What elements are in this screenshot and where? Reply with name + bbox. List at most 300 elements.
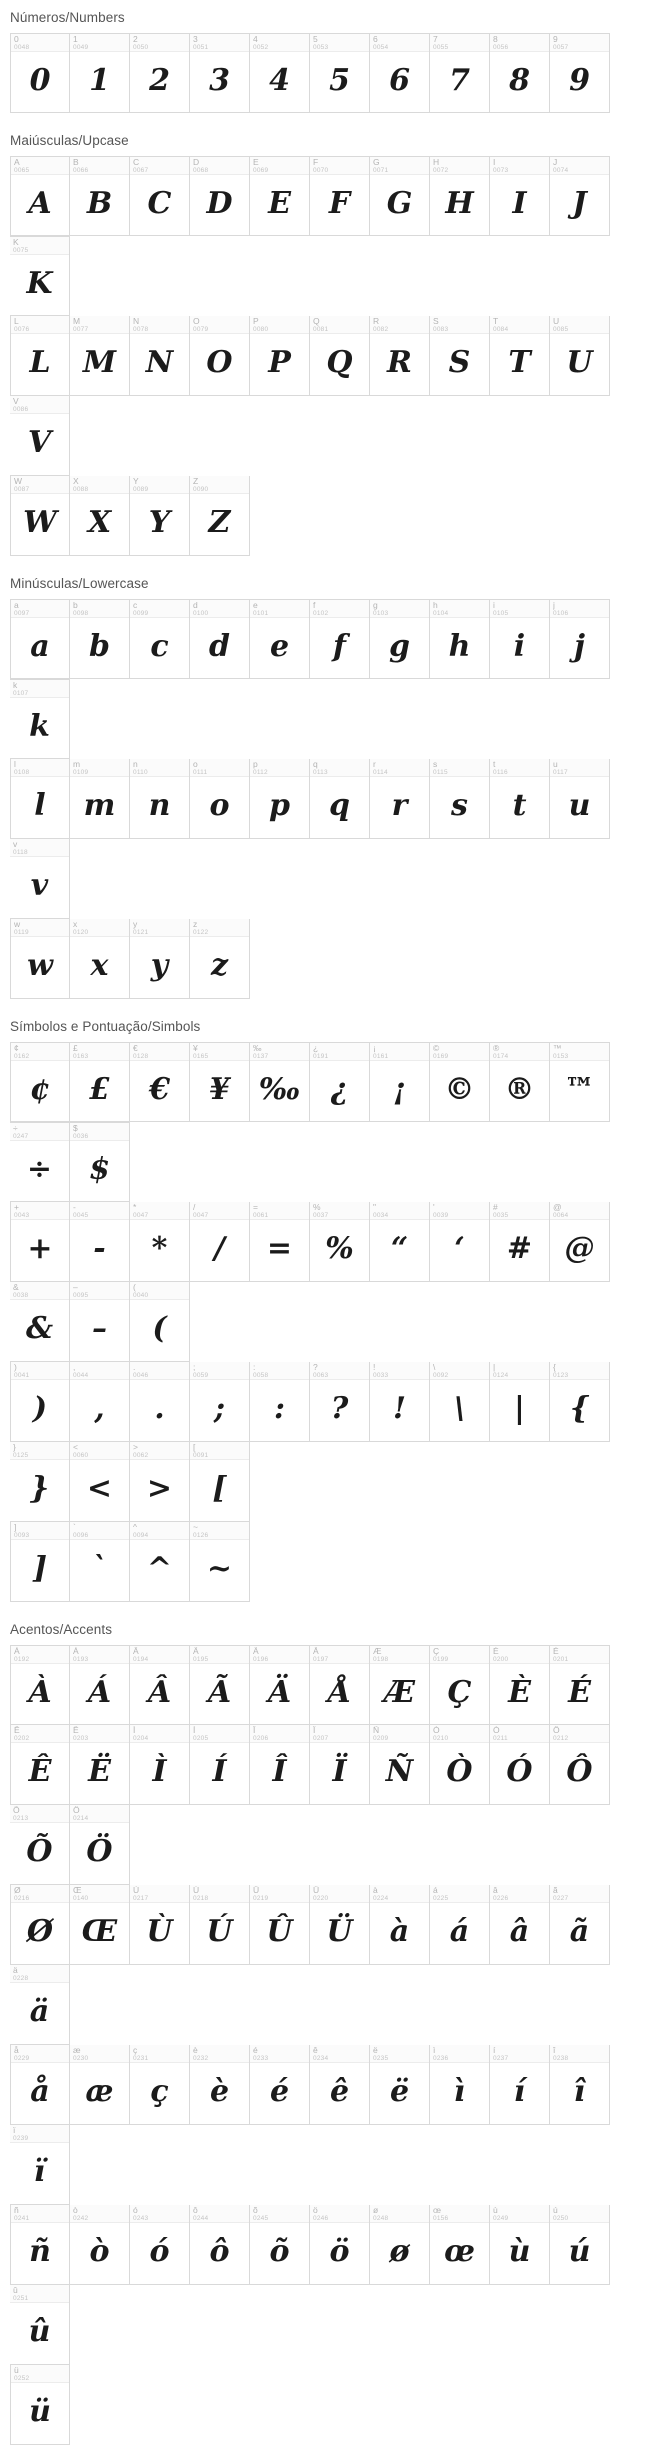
glyph-cell[interactable] — [70, 1042, 130, 1122]
glyph-preview: ù — [508, 2233, 531, 2269]
glyph-cell[interactable] — [70, 1362, 130, 1442]
glyph-cell[interactable] — [250, 1202, 310, 1282]
glyph-preview: u — [568, 787, 591, 823]
glyph-section — [8, 123, 653, 556]
glyph-cell[interactable] — [490, 1725, 550, 1805]
glyph-cell[interactable] — [490, 759, 550, 839]
glyph-preview: T — [508, 344, 531, 380]
glyph-char-code: 0235 — [373, 2055, 389, 2062]
glyph-preview: ™ — [564, 1071, 595, 1107]
glyph-preview: Ë — [88, 1753, 111, 1789]
glyph-char-code: 0076 — [14, 326, 30, 333]
glyph-cell[interactable] — [250, 2045, 310, 2125]
glyph-char-name: [ — [193, 1443, 196, 1452]
glyph-cell[interactable] — [10, 2205, 70, 2285]
glyph-cell[interactable] — [10, 1282, 70, 1362]
glyph-cell[interactable] — [550, 759, 610, 839]
glyph-cell[interactable] — [10, 2125, 70, 2205]
glyph-cell[interactable] — [550, 33, 610, 113]
glyph-cell[interactable] — [10, 1202, 70, 1282]
glyph-cell[interactable] — [190, 1725, 250, 1805]
glyph-cell-header — [70, 1725, 129, 1743]
glyph-cell[interactable] — [10, 759, 70, 839]
glyph-char-code: 0052 — [253, 44, 269, 51]
glyph-cell-header — [190, 2205, 249, 2223]
glyph-cell[interactable] — [10, 1645, 70, 1725]
glyph-preview: $ — [89, 1151, 110, 1187]
glyph-cell[interactable] — [550, 1362, 610, 1442]
glyph-cell[interactable] — [430, 759, 490, 839]
glyph-cell[interactable] — [70, 1442, 130, 1522]
glyph-cell[interactable] — [70, 919, 130, 999]
glyph-cell[interactable] — [190, 1042, 250, 1122]
glyph-cell-header — [11, 759, 69, 777]
glyph-cell[interactable] — [550, 1042, 610, 1122]
glyph-cell[interactable] — [550, 1725, 610, 1805]
glyph-cell-header — [310, 157, 369, 175]
glyph-cell[interactable] — [430, 2045, 490, 2125]
glyph-char-name: æ — [73, 2046, 81, 2055]
glyph-char-code: 0161 — [373, 1053, 389, 1060]
glyph-cell[interactable] — [550, 156, 610, 236]
glyph-preview: G — [386, 185, 413, 221]
glyph-cell[interactable] — [130, 316, 190, 396]
glyph-cell-header — [130, 1522, 189, 1540]
glyph-cell[interactable] — [10, 396, 70, 476]
glyph-preview: ^ — [146, 1550, 173, 1586]
glyph-cell[interactable] — [250, 1885, 310, 1965]
glyph-cell[interactable] — [550, 2205, 610, 2285]
glyph-cell[interactable] — [430, 1645, 490, 1725]
glyph-preview: P — [268, 344, 291, 380]
glyph-char-code: 0069 — [253, 167, 269, 174]
glyph-cell[interactable] — [10, 1522, 70, 1602]
glyph-cell[interactable] — [190, 1442, 250, 1522]
glyph-cell[interactable] — [10, 1442, 70, 1522]
glyph-cell[interactable] — [190, 759, 250, 839]
glyph-cell-header — [430, 157, 489, 175]
glyph-cell[interactable] — [310, 1725, 370, 1805]
glyph-cell[interactable] — [490, 156, 550, 236]
glyph-cell[interactable] — [70, 1885, 130, 1965]
glyph-cell[interactable] — [370, 1042, 430, 1122]
glyph-cell-header — [70, 1442, 129, 1460]
glyph-cell[interactable] — [130, 1522, 190, 1602]
glyph-char-code: 0165 — [193, 1053, 209, 1060]
glyph-cell[interactable] — [250, 1042, 310, 1122]
glyph-char-name: P — [253, 317, 259, 326]
glyph-char-code: 0033 — [373, 1372, 389, 1379]
glyph-cell[interactable] — [130, 1885, 190, 1965]
glyph-char-name: v — [13, 840, 18, 849]
glyph-char-name: 7 — [433, 35, 438, 44]
glyph-char-name: 3 — [193, 35, 198, 44]
glyph-cell-header — [130, 34, 189, 52]
glyph-cell[interactable] — [130, 156, 190, 236]
glyph-preview: ñ — [29, 2233, 51, 2269]
glyph-cell[interactable] — [250, 1645, 310, 1725]
glyph-cell[interactable] — [430, 1202, 490, 1282]
glyph-cell[interactable] — [190, 919, 250, 999]
glyph-cell[interactable] — [490, 1885, 550, 1965]
glyph-cell[interactable] — [310, 599, 370, 679]
glyph-cell[interactable] — [10, 476, 70, 556]
glyph-cell[interactable] — [10, 33, 70, 113]
glyph-preview: ë — [389, 2073, 410, 2109]
glyph-cell[interactable] — [10, 1885, 70, 1965]
glyph-cell[interactable] — [70, 1122, 130, 1202]
glyph-cell[interactable] — [370, 1885, 430, 1965]
glyph-cell[interactable] — [130, 1725, 190, 1805]
glyph-cell-header — [250, 759, 309, 777]
glyph-cell[interactable] — [490, 1042, 550, 1122]
glyph-cell[interactable] — [250, 599, 310, 679]
glyph-cell[interactable] — [70, 1282, 130, 1362]
glyph-char-code: 0102 — [313, 610, 329, 617]
glyph-cell-header — [430, 1202, 489, 1220]
glyph-cell[interactable] — [190, 1522, 250, 1602]
glyph-cell[interactable] — [550, 1645, 610, 1725]
glyph-cell-header — [10, 2125, 69, 2143]
glyph-cell[interactable] — [10, 1725, 70, 1805]
glyph-cell[interactable] — [130, 1202, 190, 1282]
glyph-cell[interactable] — [70, 759, 130, 839]
glyph-cell[interactable] — [190, 33, 250, 113]
glyph-cell[interactable] — [10, 679, 70, 759]
glyph-cell-header — [11, 316, 69, 334]
glyph-cell[interactable] — [430, 1725, 490, 1805]
glyph-cell[interactable] — [550, 1885, 610, 1965]
glyph-cell-header — [310, 2205, 369, 2223]
glyph-cell[interactable] — [490, 2205, 550, 2285]
glyph-char-code: 0218 — [193, 1895, 209, 1902]
glyph-char-code: 0233 — [253, 2055, 269, 2062]
glyph-cell[interactable] — [250, 316, 310, 396]
glyph-cell-header — [130, 1646, 189, 1664]
glyph-char-name: u — [553, 760, 558, 769]
glyph-cell[interactable] — [310, 156, 370, 236]
glyph-preview: ö — [329, 2233, 350, 2269]
glyph-cell-header — [10, 680, 69, 698]
glyph-cell-header — [490, 1043, 549, 1061]
glyph-preview: è — [209, 2073, 230, 2109]
glyph-char-code: 0082 — [373, 326, 389, 333]
glyph-cell[interactable] — [430, 1042, 490, 1122]
glyph-cell-header — [130, 157, 189, 175]
glyph-cell[interactable] — [490, 2045, 550, 2125]
glyph-preview: = — [266, 1230, 293, 1266]
glyph-preview: ! — [392, 1390, 407, 1426]
glyph-char-name: s — [433, 760, 438, 769]
glyph-cell-header — [130, 759, 189, 777]
glyph-preview: Ñ — [385, 1753, 414, 1789]
glyph-cell[interactable] — [430, 33, 490, 113]
glyph-preview: f — [333, 628, 346, 664]
glyph-cell[interactable] — [370, 1725, 430, 1805]
glyph-cell[interactable] — [10, 1965, 70, 2045]
glyph-cell[interactable] — [430, 2205, 490, 2285]
glyph-char-name: ] — [14, 1523, 17, 1532]
glyph-char-code: 0035 — [493, 1212, 509, 1219]
glyph-cell[interactable] — [130, 1645, 190, 1725]
glyph-cell[interactable] — [370, 316, 430, 396]
glyph-cell[interactable] — [10, 156, 70, 236]
glyph-preview: ø — [389, 2233, 410, 2269]
glyph-cell[interactable] — [550, 1202, 610, 1282]
glyph-char-code: 0111 — [193, 769, 208, 776]
glyph-cell[interactable] — [310, 1645, 370, 1725]
glyph-cell[interactable] — [370, 156, 430, 236]
glyph-char-code: 0199 — [433, 1656, 449, 1663]
glyph-cell[interactable] — [70, 476, 130, 556]
glyph-cell[interactable] — [550, 316, 610, 396]
glyph-cell[interactable] — [190, 1885, 250, 1965]
glyph-cell[interactable] — [430, 599, 490, 679]
glyph-cell[interactable] — [370, 1362, 430, 1442]
glyph-cell-header — [11, 919, 69, 937]
glyph-char-name: ã — [553, 1886, 558, 1895]
glyph-cell[interactable] — [130, 1362, 190, 1442]
glyph-row — [10, 2365, 611, 2445]
glyph-cell[interactable] — [70, 1645, 130, 1725]
glyph-cell-header — [70, 2205, 129, 2223]
glyph-cell[interactable] — [310, 759, 370, 839]
glyph-preview: ~ — [206, 1550, 233, 1586]
glyph-char-code: 0193 — [73, 1656, 89, 1663]
glyph-char-name: Ü — [313, 1886, 320, 1895]
glyph-cell-header — [370, 1646, 429, 1664]
glyph-cell[interactable] — [130, 2205, 190, 2285]
glyph-cell[interactable] — [130, 919, 190, 999]
glyph-cell[interactable] — [10, 1362, 70, 1442]
glyph-cell[interactable] — [190, 599, 250, 679]
glyph-char-name: Û — [253, 1886, 260, 1895]
glyph-char-code: 0093 — [14, 1532, 30, 1539]
glyph-cell-header — [190, 1522, 249, 1540]
glyph-char-name: H — [433, 158, 440, 167]
glyph-char-name: á — [433, 1886, 438, 1895]
glyph-cell[interactable] — [130, 759, 190, 839]
glyph-cell-header — [10, 2285, 69, 2303]
glyph-cell[interactable] — [490, 1202, 550, 1282]
glyph-cell[interactable] — [250, 759, 310, 839]
glyph-cell-header — [10, 1123, 69, 1141]
glyph-char-name: Ë — [73, 1726, 79, 1735]
glyph-char-code: 0206 — [253, 1735, 269, 1742]
glyph-cell[interactable] — [250, 1362, 310, 1442]
glyph-preview: 7 — [449, 62, 470, 98]
glyph-cell[interactable] — [70, 156, 130, 236]
glyph-char-code: 0103 — [373, 610, 389, 617]
glyph-preview: q — [329, 787, 350, 823]
glyph-cell[interactable] — [10, 2365, 70, 2445]
glyph-cell[interactable] — [370, 759, 430, 839]
glyph-cell[interactable] — [190, 2045, 250, 2125]
glyph-cell[interactable] — [310, 1362, 370, 1442]
glyph-cell[interactable] — [70, 1522, 130, 1602]
glyph-cell[interactable] — [10, 2285, 70, 2365]
glyph-char-code: 0207 — [313, 1735, 329, 1742]
glyph-preview: ì — [453, 2073, 466, 2109]
glyph-char-name: < — [73, 1443, 78, 1452]
glyph-cell[interactable] — [430, 316, 490, 396]
glyph-preview: D — [206, 185, 233, 221]
glyph-char-name: œ — [433, 2206, 442, 2215]
glyph-cell[interactable] — [130, 599, 190, 679]
glyph-cell[interactable] — [70, 1805, 130, 1885]
glyph-char-code: 0105 — [493, 610, 509, 617]
glyph-cell[interactable] — [250, 1725, 310, 1805]
glyph-row — [10, 1202, 611, 1362]
glyph-cell[interactable] — [130, 476, 190, 556]
glyph-cell[interactable] — [10, 839, 70, 919]
glyph-cell-header — [10, 237, 69, 255]
glyph-char-code: 0056 — [493, 44, 509, 51]
glyph-cell[interactable] — [130, 1442, 190, 1522]
glyph-preview: Å — [327, 1674, 352, 1710]
glyph-preview: ] — [32, 1550, 48, 1586]
glyph-cell[interactable] — [310, 1042, 370, 1122]
glyph-char-code: 0098 — [73, 610, 89, 617]
glyph-char-name: = — [253, 1203, 258, 1212]
glyph-char-code: 0200 — [493, 1656, 509, 1663]
glyph-preview: X — [87, 504, 112, 540]
glyph-preview: ú — [568, 2233, 591, 2269]
glyph-cell[interactable] — [70, 2205, 130, 2285]
glyph-preview: x — [90, 947, 109, 983]
glyph-cell[interactable] — [10, 316, 70, 396]
glyph-preview: 3 — [209, 62, 230, 98]
glyph-cell[interactable] — [130, 1282, 190, 1362]
glyph-cell[interactable] — [190, 476, 250, 556]
glyph-preview: I — [512, 185, 527, 221]
glyph-cell[interactable] — [370, 33, 430, 113]
glyph-preview: ` — [92, 1550, 107, 1586]
glyph-row — [10, 599, 611, 759]
glyph-cell[interactable] — [310, 2045, 370, 2125]
glyph-cell[interactable] — [70, 1202, 130, 1282]
glyph-cell-header — [70, 1043, 129, 1061]
glyph-char-code: 0067 — [133, 167, 149, 174]
glyph-preview: ( — [152, 1310, 167, 1346]
glyph-cell[interactable] — [10, 919, 70, 999]
glyph-cell[interactable] — [10, 236, 70, 316]
glyph-cell[interactable] — [190, 316, 250, 396]
glyph-char-code: 0050 — [133, 44, 149, 51]
glyph-cell[interactable] — [70, 33, 130, 113]
glyph-char-name: " — [373, 1203, 377, 1212]
glyph-cell[interactable] — [430, 1362, 490, 1442]
glyph-char-name: # — [493, 1203, 498, 1212]
glyph-cell[interactable] — [370, 599, 430, 679]
glyph-cell-header — [130, 1725, 189, 1743]
glyph-char-name: ó — [133, 2206, 138, 2215]
glyph-preview: ï — [33, 2153, 46, 2189]
glyph-preview: E — [268, 185, 291, 221]
glyph-char-name: l — [14, 760, 16, 769]
glyph-char-name: î — [553, 2046, 556, 2055]
glyph-char-code: 0195 — [193, 1656, 209, 1663]
glyph-preview: ¢ — [29, 1071, 51, 1107]
glyph-char-code: 0110 — [133, 769, 148, 776]
glyph-cell[interactable] — [310, 1885, 370, 1965]
glyph-char-code: 0192 — [14, 1656, 30, 1663]
glyph-preview: û — [28, 2313, 51, 2349]
glyph-cell[interactable] — [310, 1202, 370, 1282]
glyph-cell[interactable] — [370, 2045, 430, 2125]
glyph-preview: B — [86, 185, 113, 221]
glyph-cell[interactable] — [370, 1202, 430, 1282]
glyph-char-name: Ù — [133, 1886, 140, 1895]
glyph-char-code: 0081 — [313, 326, 329, 333]
glyph-cell[interactable] — [310, 316, 370, 396]
glyph-cell[interactable] — [70, 1725, 130, 1805]
glyph-cell-header — [190, 1442, 249, 1460]
glyph-cell[interactable] — [10, 1805, 70, 1885]
glyph-cell[interactable] — [10, 1122, 70, 1202]
glyph-cell[interactable] — [310, 33, 370, 113]
glyph-cell[interactable] — [550, 2045, 610, 2125]
glyph-cell[interactable] — [10, 1042, 70, 1122]
glyph-cell[interactable] — [10, 2045, 70, 2125]
glyph-char-code: 0106 — [553, 610, 569, 617]
glyph-char-name: ' — [433, 1203, 435, 1212]
section-title: Símbolos e Pontuação/Simbols — [10, 1019, 201, 1034]
glyph-cell-header — [250, 157, 309, 175]
glyph-cell[interactable] — [550, 599, 610, 679]
glyph-cell[interactable] — [370, 2205, 430, 2285]
glyph-cell[interactable] — [490, 599, 550, 679]
glyph-char-code: 0070 — [313, 167, 329, 174]
glyph-cell[interactable] — [190, 2205, 250, 2285]
glyph-cell[interactable] — [130, 33, 190, 113]
glyph-char-code: 0072 — [433, 167, 449, 174]
glyph-cell[interactable] — [310, 2205, 370, 2285]
glyph-cell[interactable] — [70, 599, 130, 679]
glyph-cell[interactable] — [490, 1645, 550, 1725]
glyph-cell[interactable] — [430, 156, 490, 236]
glyph-grid — [8, 599, 653, 999]
glyph-cell[interactable] — [190, 1645, 250, 1725]
glyph-char-code: 0163 — [73, 1053, 89, 1060]
glyph-cell-header — [370, 1725, 429, 1743]
glyph-cell[interactable] — [10, 599, 70, 679]
glyph-cell[interactable] — [490, 316, 550, 396]
glyph-preview: 5 — [329, 62, 350, 98]
glyph-cell[interactable] — [190, 1362, 250, 1442]
glyph-cell[interactable] — [130, 1042, 190, 1122]
glyph-cell-header — [490, 316, 549, 334]
glyph-cell[interactable] — [250, 156, 310, 236]
glyph-cell[interactable] — [490, 33, 550, 113]
glyph-cell[interactable] — [370, 1645, 430, 1725]
glyph-cell[interactable] — [70, 2045, 130, 2125]
glyph-cell[interactable] — [190, 1202, 250, 1282]
glyph-cell[interactable] — [190, 156, 250, 236]
glyph-cell[interactable] — [490, 1362, 550, 1442]
glyph-preview: % — [325, 1230, 354, 1266]
glyph-cell[interactable] — [130, 2045, 190, 2125]
glyph-cell-header — [70, 1362, 129, 1380]
glyph-cell[interactable] — [430, 1885, 490, 1965]
glyph-char-name: ~ — [193, 1523, 198, 1532]
glyph-char-name: e — [253, 601, 258, 610]
glyph-cell[interactable] — [250, 33, 310, 113]
glyph-cell[interactable] — [250, 2205, 310, 2285]
glyph-preview: ã — [569, 1913, 590, 1949]
glyph-cell[interactable] — [70, 316, 130, 396]
glyph-char-name: è — [193, 2046, 198, 2055]
